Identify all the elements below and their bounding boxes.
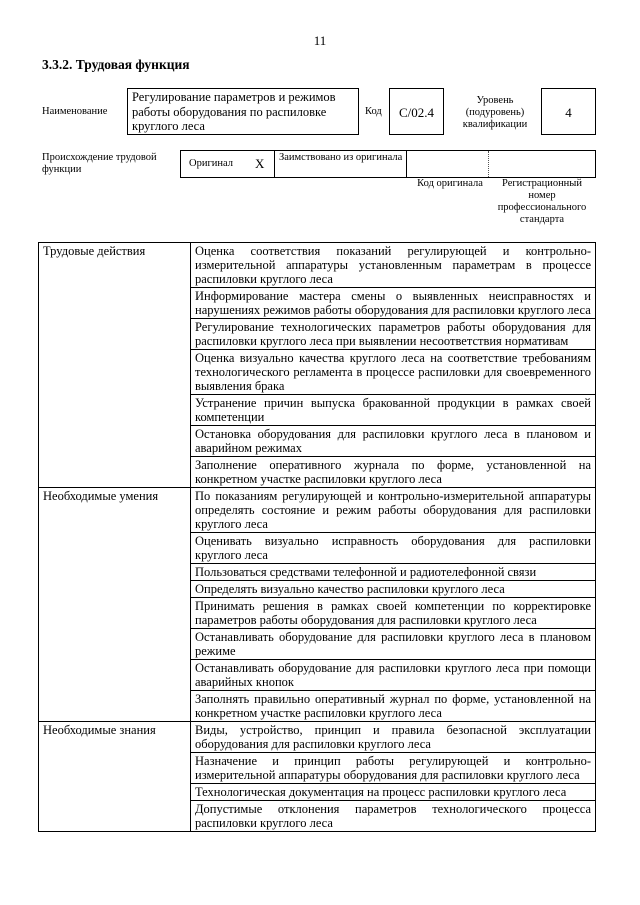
qualification-level-box: 4 (541, 88, 596, 135)
qualification-level-label: Уровень (подуровень) квалификации (462, 95, 528, 130)
list-item: Пользоваться средствами телефонной и радиотелефонной связи (191, 564, 595, 581)
list-item: Оценивать визуально исправность оборудования для распиловки круглого леса (191, 533, 595, 564)
items-cell (191, 488, 596, 722)
list-item: Регулирование технологических параметров работы оборудования для распиловки круглого леса при выявлении несоответствия нормативам (191, 319, 595, 350)
function-name-box: Регулирование параметров и режимов работы оборудования по распиловке круглого леса (127, 88, 359, 135)
registration-number-cell (489, 151, 595, 177)
category-cell: Трудовые действия (39, 243, 191, 488)
borrowed-label: Заимствовано из оригинала (279, 152, 403, 163)
list-item: Виды, устройство, принцип и правила безопасной эксплуатации оборудования для распиловки круглого леса (191, 722, 595, 753)
list-item: Заполнять правильно оперативный журнал по форме, установленной на конкретном участке распиловки круглого леса (195, 692, 591, 720)
list-item: Допустимые отклонения параметров технологического процесса распиловки круглого леса (195, 802, 591, 830)
code-value-box: С/02.4 (389, 88, 444, 135)
table-row (39, 243, 596, 488)
list-item: Останавливать оборудование для распиловки круглого леса при помощи аварийных кнопок (191, 660, 595, 691)
original-mark: X (255, 156, 265, 171)
code-label: Код (365, 106, 382, 117)
list-item: Остановка оборудования для распиловки круглого леса в плановом и аварийном режимах (191, 426, 595, 457)
items-cell (191, 243, 596, 488)
category-cell: Необходимые умения (39, 488, 191, 722)
list-item: Останавливать оборудование для распиловки круглого леса в плановом режиме (191, 629, 595, 660)
list-item: Оценка соответствия показаний регулирующей и контрольно-измерительной аппаратуры установленным параметрам в процессе распиловки круглого леса (191, 243, 595, 288)
registration-number-caption: Регистрационный номер профессионального стандарта (497, 178, 587, 225)
items-cell (191, 722, 596, 832)
page-number: 11 (313, 33, 327, 48)
list-item: Информирование мастера смены о выявленных неисправностях и нарушениях режимов работы оборудования для распиловки круглого леса (191, 288, 595, 319)
table-row (39, 488, 596, 722)
original-code-cell (407, 151, 489, 177)
list-item: Устранение причин выпуска бракованной продукции в рамках своей компетенции (191, 395, 595, 426)
original-code-caption: Код оригинала (417, 178, 483, 189)
requirements-table (38, 242, 596, 832)
category-cell: Необходимые знания (39, 722, 191, 832)
origin-label: Происхождение трудовой функции (42, 152, 157, 175)
list-item: Назначение и принцип работы регулирующей и контрольно-измерительной аппаратуры оборудования для распиловки круглого леса (191, 753, 595, 784)
origin-table (180, 150, 596, 178)
borrowed-cell (275, 151, 407, 177)
list-item: Технологическая документация на процесс распиловки круглого леса (191, 784, 595, 801)
list-item: Оценка визуально качества круглого леса на соответствие требованиям технологического регламента в процессе распиловки для своевременного выявления брака (191, 350, 595, 395)
table-row (39, 722, 596, 832)
section-heading: 3.3.2. Трудовая функция (42, 57, 190, 72)
original-label: Оригинал (189, 158, 233, 169)
list-item: По показаниям регулирующей и контрольно-измерительной аппаратуры определять состояние и режим работы оборудования для распиловки круглого леса (191, 488, 595, 533)
list-item: Принимать решения в рамках своей компетенции по корректировке параметров работы оборудования для распиловки круглого леса (191, 598, 595, 629)
original-cell (181, 151, 275, 177)
list-item: Заполнение оперативного журнала по форме, установленной на конкретном участке распиловки круглого леса (195, 458, 591, 486)
name-label: Наименование (42, 106, 108, 117)
list-item: Определять визуально качество распиловки круглого леса (191, 581, 595, 598)
